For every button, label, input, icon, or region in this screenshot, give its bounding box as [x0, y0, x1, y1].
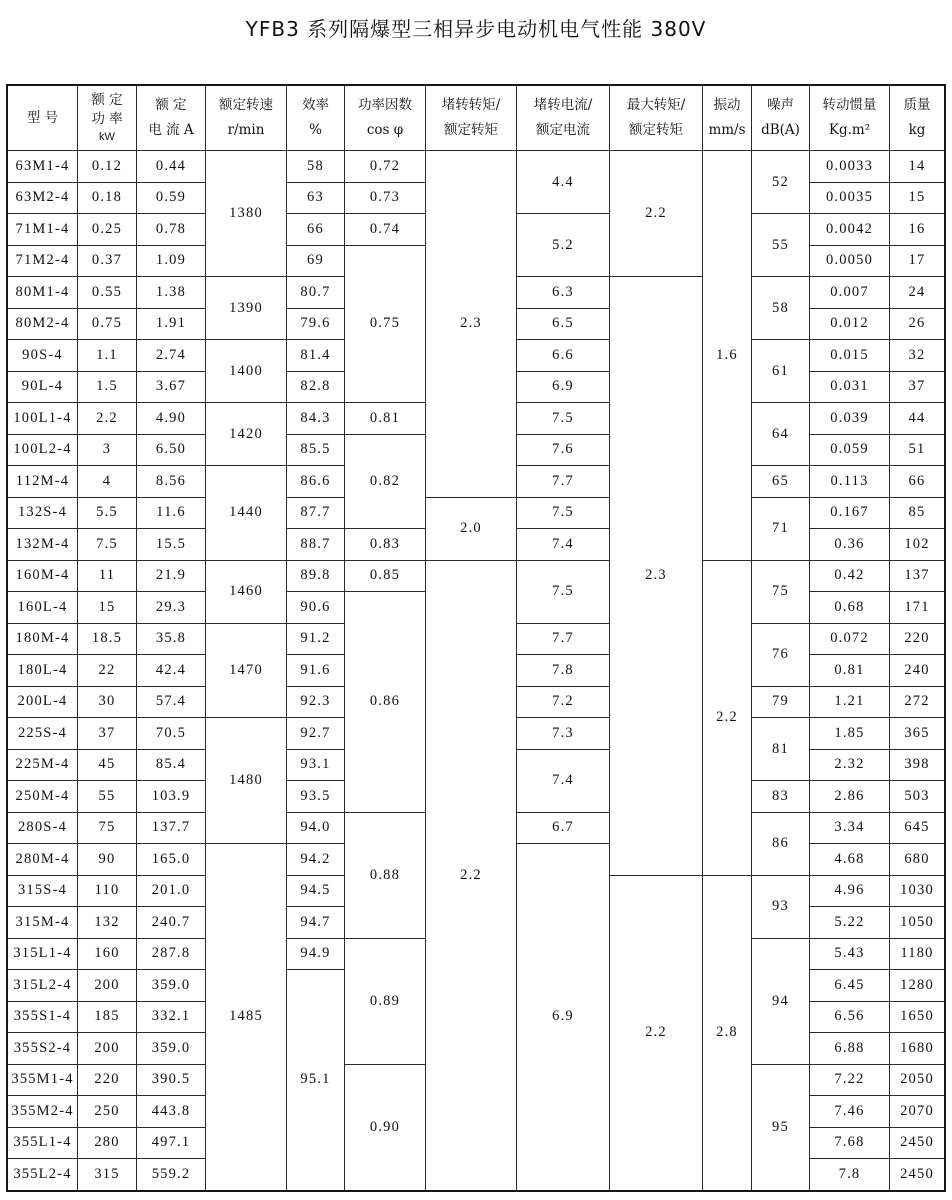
header-text: 型 号 — [26, 109, 59, 126]
cell-rated-power: 11 — [78, 561, 136, 592]
cell-model: 315S-4 — [8, 876, 77, 907]
cell-rated-power: 132 — [78, 907, 136, 938]
cell-model: 280S-4 — [8, 813, 77, 844]
cell-efficiency: 82.8 — [287, 372, 344, 403]
cell-mass: 14 — [890, 151, 944, 182]
cell-model: 355M1-4 — [8, 1065, 77, 1096]
cell-rated-power: 55 — [78, 781, 136, 812]
cell-rated-power: 110 — [78, 876, 136, 907]
cell-noise: 93 — [752, 876, 809, 938]
cell-efficiency: 92.3 — [287, 687, 344, 718]
cell-rated-power: 185 — [78, 1002, 136, 1033]
cell-rated-current: 85.4 — [137, 750, 205, 781]
header-mass — [890, 86, 944, 150]
header-text: kg — [908, 122, 926, 138]
cell-efficiency: 66 — [287, 214, 344, 245]
cell-mass: 2050 — [890, 1065, 944, 1096]
cell-noise: 79 — [752, 687, 809, 718]
cell-mass: 171 — [890, 592, 944, 623]
cell-locked-current-ratio: 6.6 — [517, 340, 609, 371]
cell-model: 250M-4 — [8, 781, 77, 812]
cell-rated-current: 390.5 — [137, 1065, 205, 1096]
cell-rated-power: 4 — [78, 466, 136, 497]
cell-moment-of-inertia: 7.8 — [810, 1159, 889, 1190]
cell-rated-power: 250 — [78, 1096, 136, 1127]
cell-efficiency: 81.4 — [287, 340, 344, 371]
cell-moment-of-inertia: 5.43 — [810, 939, 889, 970]
header-text: 额定转速 — [219, 97, 273, 113]
cell-efficiency: 84.3 — [287, 403, 344, 434]
cell-rated-power: 2.2 — [78, 403, 136, 434]
cell-rated-current: 1.09 — [137, 246, 205, 277]
header-text: 额 定 — [155, 97, 187, 113]
cell-model: 90L-4 — [8, 372, 77, 403]
cell-rated-power: 0.18 — [78, 183, 136, 214]
cell-locked-torque-ratio: 2.2 — [426, 561, 516, 1190]
cell-power-factor: 0.83 — [345, 529, 425, 560]
cell-moment-of-inertia: 0.015 — [810, 340, 889, 371]
cell-mass: 51 — [890, 435, 944, 466]
motor-performance-table — [6, 84, 946, 1192]
cell-rated-current: 70.5 — [137, 718, 205, 749]
cell-rated-power: 15 — [78, 592, 136, 623]
cell-noise: 64 — [752, 403, 809, 465]
cell-moment-of-inertia: 1.85 — [810, 718, 889, 749]
cell-model: 112M-4 — [8, 466, 77, 497]
cell-efficiency: 90.6 — [287, 592, 344, 623]
cell-locked-current-ratio: 7.5 — [517, 403, 609, 434]
cell-power-factor: 0.88 — [345, 813, 425, 938]
cell-mass: 365 — [890, 718, 944, 749]
cell-mass: 398 — [890, 750, 944, 781]
cell-rated-power: 1.1 — [78, 340, 136, 371]
cell-rated-current: 359.0 — [137, 1033, 205, 1064]
header-text: cos φ — [366, 122, 404, 138]
cell-noise: 61 — [752, 340, 809, 402]
cell-rated-power: 90 — [78, 844, 136, 875]
cell-moment-of-inertia: 0.68 — [810, 592, 889, 623]
cell-locked-current-ratio: 7.4 — [517, 529, 609, 560]
cell-mass: 1050 — [890, 907, 944, 938]
cell-model: 100L1-4 — [8, 403, 77, 434]
cell-rated-power: 220 — [78, 1065, 136, 1096]
cell-model: 71M2-4 — [8, 246, 77, 277]
cell-power-factor: 0.85 — [345, 561, 425, 592]
cell-model: 225M-4 — [8, 750, 77, 781]
cell-rated-speed: 1485 — [206, 844, 286, 1190]
cell-rated-current: 165.0 — [137, 844, 205, 875]
header-text: 转动惯量 — [822, 97, 877, 113]
header-text: 额定转矩 — [444, 122, 498, 138]
cell-mass: 2450 — [890, 1128, 944, 1159]
cell-moment-of-inertia: 1.21 — [810, 687, 889, 718]
cell-rated-current: 443.8 — [137, 1096, 205, 1127]
header-text: r/min — [227, 122, 265, 138]
cell-model: 80M2-4 — [8, 309, 77, 340]
cell-rated-current: 15.5 — [137, 529, 205, 560]
cell-noise: 95 — [752, 1065, 809, 1190]
cell-efficiency: 95.1 — [287, 970, 344, 1190]
cell-mass: 680 — [890, 844, 944, 875]
header-text: kW — [99, 131, 115, 143]
cell-efficiency: 58 — [287, 151, 344, 182]
header-rated-speed — [206, 86, 286, 150]
cell-power-factor: 0.90 — [345, 1065, 425, 1190]
cell-power-factor: 0.89 — [345, 939, 425, 1064]
cell-mass: 503 — [890, 781, 944, 812]
cell-mass: 1650 — [890, 1002, 944, 1033]
cell-noise: 81 — [752, 718, 809, 780]
cell-efficiency: 88.7 — [287, 529, 344, 560]
cell-rated-current: 0.78 — [137, 214, 205, 245]
cell-efficiency: 69 — [287, 246, 344, 277]
cell-model: 355S2-4 — [8, 1033, 77, 1064]
cell-rated-power: 75 — [78, 813, 136, 844]
cell-model: 355L1-4 — [8, 1128, 77, 1159]
cell-model: 355S1-4 — [8, 1002, 77, 1033]
cell-rated-power: 280 — [78, 1128, 136, 1159]
cell-mass: 220 — [890, 624, 944, 655]
header-text: dB(A) — [761, 122, 800, 138]
cell-moment-of-inertia: 0.167 — [810, 498, 889, 529]
cell-model: 180L-4 — [8, 655, 77, 686]
header-text: 额 定 — [91, 92, 123, 108]
cell-moment-of-inertia: 0.42 — [810, 561, 889, 592]
header-locked-torque-ratio — [426, 86, 516, 150]
cell-noise: 86 — [752, 813, 809, 875]
cell-rated-power: 315 — [78, 1159, 136, 1190]
cell-rated-power: 0.75 — [78, 309, 136, 340]
cell-moment-of-inertia: 7.68 — [810, 1128, 889, 1159]
header-rated-power — [78, 86, 136, 150]
cell-mass: 240 — [890, 655, 944, 686]
cell-moment-of-inertia: 5.22 — [810, 907, 889, 938]
header-model — [8, 86, 77, 150]
cell-moment-of-inertia: 2.86 — [810, 781, 889, 812]
cell-moment-of-inertia: 2.32 — [810, 750, 889, 781]
cell-locked-current-ratio: 7.4 — [517, 750, 609, 812]
cell-efficiency: 94.9 — [287, 939, 344, 970]
cell-rated-power: 0.25 — [78, 214, 136, 245]
cell-mass: 66 — [890, 466, 944, 497]
page-title: YFB3 系列隔爆型三相异步电动机电气性能 380V — [245, 17, 707, 41]
cell-rated-power: 45 — [78, 750, 136, 781]
cell-model: 132M-4 — [8, 529, 77, 560]
cell-rated-power: 30 — [78, 687, 136, 718]
header-rated-current — [137, 86, 205, 150]
cell-noise: 94 — [752, 939, 809, 1064]
header-text: 振动 — [713, 97, 741, 113]
cell-noise: 83 — [752, 781, 809, 812]
cell-mass: 17 — [890, 246, 944, 277]
cell-locked-current-ratio: 7.3 — [517, 718, 609, 749]
cell-moment-of-inertia: 0.039 — [810, 403, 889, 434]
cell-rated-power: 160 — [78, 939, 136, 970]
header-noise — [752, 86, 809, 150]
cell-locked-current-ratio: 7.8 — [517, 655, 609, 686]
cell-rated-speed: 1390 — [206, 277, 286, 339]
cell-locked-current-ratio: 7.7 — [517, 624, 609, 655]
cell-efficiency: 94.0 — [287, 813, 344, 844]
cell-rated-current: 3.67 — [137, 372, 205, 403]
header-text: 堵转转矩/ — [441, 97, 501, 113]
cell-rated-current: 137.7 — [137, 813, 205, 844]
cell-vibration: 2.2 — [703, 561, 751, 875]
cell-moment-of-inertia: 0.031 — [810, 372, 889, 403]
cell-model: 355L2-4 — [8, 1159, 77, 1190]
cell-rated-current: 0.59 — [137, 183, 205, 214]
cell-locked-current-ratio: 7.2 — [517, 687, 609, 718]
cell-rated-current: 103.9 — [137, 781, 205, 812]
cell-rated-current: 6.50 — [137, 435, 205, 466]
header-power-factor — [345, 86, 425, 150]
cell-moment-of-inertia: 0.113 — [810, 466, 889, 497]
cell-noise: 75 — [752, 561, 809, 623]
cell-rated-speed: 1420 — [206, 403, 286, 465]
cell-rated-current: 497.1 — [137, 1128, 205, 1159]
cell-max-torque-ratio: 2.2 — [610, 876, 702, 1190]
cell-moment-of-inertia: 0.0050 — [810, 246, 889, 277]
cell-power-factor: 0.81 — [345, 403, 425, 434]
cell-moment-of-inertia: 7.46 — [810, 1096, 889, 1127]
cell-mass: 24 — [890, 277, 944, 308]
cell-rated-speed: 1470 — [206, 624, 286, 718]
header-locked-current-ratio — [517, 86, 609, 150]
cell-efficiency: 89.8 — [287, 561, 344, 592]
cell-vibration: 1.6 — [703, 151, 751, 560]
cell-model: 355M2-4 — [8, 1096, 77, 1127]
cell-noise: 58 — [752, 277, 809, 339]
cell-rated-power: 0.12 — [78, 151, 136, 182]
cell-mass: 1180 — [890, 939, 944, 970]
cell-moment-of-inertia: 4.96 — [810, 876, 889, 907]
cell-locked-current-ratio: 6.5 — [517, 309, 609, 340]
cell-mass: 645 — [890, 813, 944, 844]
cell-rated-current: 57.4 — [137, 687, 205, 718]
cell-noise: 52 — [752, 151, 809, 213]
cell-moment-of-inertia: 4.68 — [810, 844, 889, 875]
cell-model: 90S-4 — [8, 340, 77, 371]
cell-efficiency: 92.7 — [287, 718, 344, 749]
cell-mass: 1030 — [890, 876, 944, 907]
cell-rated-power: 3 — [78, 435, 136, 466]
header-text: 噪声 — [767, 97, 794, 113]
cell-rated-power: 22 — [78, 655, 136, 686]
cell-efficiency: 87.7 — [287, 498, 344, 529]
cell-moment-of-inertia: 0.007 — [810, 277, 889, 308]
header-text: mm/s — [708, 122, 746, 138]
cell-locked-current-ratio: 6.9 — [517, 372, 609, 403]
cell-rated-speed: 1440 — [206, 466, 286, 560]
header-text: 堵转电流/ — [533, 97, 593, 113]
cell-power-factor: 0.73 — [345, 183, 425, 214]
cell-model: 315M-4 — [8, 907, 77, 938]
cell-efficiency: 91.2 — [287, 624, 344, 655]
cell-model: 160M-4 — [8, 561, 77, 592]
header-text: 功率因数 — [358, 97, 412, 113]
cell-mass: 44 — [890, 403, 944, 434]
cell-rated-current: 559.2 — [137, 1159, 205, 1190]
cell-mass: 2070 — [890, 1096, 944, 1127]
cell-model: 71M1-4 — [8, 214, 77, 245]
cell-rated-current: 287.8 — [137, 939, 205, 970]
header-text: 效率 — [302, 97, 329, 113]
cell-moment-of-inertia: 6.45 — [810, 970, 889, 1001]
header-text: 电 流 A — [148, 122, 194, 138]
cell-mass: 137 — [890, 561, 944, 592]
cell-model: 315L2-4 — [8, 970, 77, 1001]
cell-moment-of-inertia: 3.34 — [810, 813, 889, 844]
cell-model: 160L-4 — [8, 592, 77, 623]
cell-efficiency: 94.7 — [287, 907, 344, 938]
cell-mass: 1680 — [890, 1033, 944, 1064]
cell-moment-of-inertia: 0.0042 — [810, 214, 889, 245]
cell-model: 63M1-4 — [8, 151, 77, 182]
cell-model: 200L-4 — [8, 687, 77, 718]
cell-locked-current-ratio: 6.9 — [517, 844, 609, 1190]
header-text: Kg.m² — [828, 122, 871, 138]
cell-moment-of-inertia: 0.059 — [810, 435, 889, 466]
cell-model: 100L2-4 — [8, 435, 77, 466]
cell-rated-current: 4.90 — [137, 403, 205, 434]
cell-locked-current-ratio: 7.7 — [517, 466, 609, 497]
cell-mass: 85 — [890, 498, 944, 529]
cell-rated-speed: 1460 — [206, 561, 286, 623]
cell-moment-of-inertia: 6.56 — [810, 1002, 889, 1033]
header-text: 最大转矩/ — [626, 97, 686, 113]
cell-rated-current: 35.8 — [137, 624, 205, 655]
cell-rated-current: 0.44 — [137, 151, 205, 182]
cell-power-factor: 0.82 — [345, 435, 425, 529]
cell-rated-power: 1.5 — [78, 372, 136, 403]
header-max-torque-ratio — [610, 86, 702, 150]
cell-rated-current: 2.74 — [137, 340, 205, 371]
cell-locked-current-ratio: 5.2 — [517, 214, 609, 276]
cell-efficiency: 80.7 — [287, 277, 344, 308]
cell-rated-speed: 1400 — [206, 340, 286, 402]
cell-model: 80M1-4 — [8, 277, 77, 308]
header-efficiency — [287, 86, 344, 150]
header-text: 额定转矩 — [629, 122, 683, 138]
cell-locked-current-ratio: 6.3 — [517, 277, 609, 308]
cell-model: 132S-4 — [8, 498, 77, 529]
cell-power-factor: 0.72 — [345, 151, 425, 182]
cell-efficiency: 63 — [287, 183, 344, 214]
header-text: 质量 — [903, 97, 931, 113]
cell-locked-current-ratio: 4.4 — [517, 151, 609, 213]
cell-max-torque-ratio: 2.2 — [610, 151, 702, 276]
cell-rated-speed: 1480 — [206, 718, 286, 843]
cell-rated-power: 200 — [78, 1033, 136, 1064]
cell-rated-current: 8.56 — [137, 466, 205, 497]
cell-noise: 71 — [752, 498, 809, 560]
cell-rated-speed: 1380 — [206, 151, 286, 276]
cell-locked-current-ratio: 7.6 — [517, 435, 609, 466]
cell-model: 180M-4 — [8, 624, 77, 655]
cell-rated-power: 5.5 — [78, 498, 136, 529]
cell-rated-power: 37 — [78, 718, 136, 749]
cell-rated-power: 200 — [78, 970, 136, 1001]
cell-rated-current: 42.4 — [137, 655, 205, 686]
cell-moment-of-inertia: 0.81 — [810, 655, 889, 686]
cell-noise: 55 — [752, 214, 809, 276]
cell-efficiency: 91.6 — [287, 655, 344, 686]
cell-noise: 65 — [752, 466, 809, 497]
cell-mass: 37 — [890, 372, 944, 403]
cell-power-factor: 0.74 — [345, 214, 425, 245]
header-text: 功 率 — [91, 111, 123, 127]
cell-rated-power: 18.5 — [78, 624, 136, 655]
cell-efficiency: 86.6 — [287, 466, 344, 497]
cell-mass: 32 — [890, 340, 944, 371]
cell-locked-torque-ratio: 2.3 — [426, 151, 516, 497]
cell-efficiency: 79.6 — [287, 309, 344, 340]
cell-rated-current: 1.91 — [137, 309, 205, 340]
cell-moment-of-inertia: 0.012 — [810, 309, 889, 340]
cell-mass: 15 — [890, 183, 944, 214]
cell-locked-current-ratio: 6.7 — [517, 813, 609, 844]
cell-model: 280M-4 — [8, 844, 77, 875]
cell-moment-of-inertia: 0.072 — [810, 624, 889, 655]
cell-rated-current: 240.7 — [137, 907, 205, 938]
cell-model: 225S-4 — [8, 718, 77, 749]
header-text: 额定电流 — [536, 122, 590, 138]
cell-rated-power: 0.55 — [78, 277, 136, 308]
cell-moment-of-inertia: 7.22 — [810, 1065, 889, 1096]
cell-mass: 102 — [890, 529, 944, 560]
cell-mass: 2450 — [890, 1159, 944, 1190]
cell-max-torque-ratio: 2.3 — [610, 277, 702, 875]
cell-efficiency: 94.2 — [287, 844, 344, 875]
cell-power-factor: 0.86 — [345, 592, 425, 812]
cell-rated-current: 201.0 — [137, 876, 205, 907]
cell-locked-current-ratio: 7.5 — [517, 498, 609, 529]
cell-efficiency: 93.1 — [287, 750, 344, 781]
cell-mass: 26 — [890, 309, 944, 340]
cell-locked-current-ratio: 7.5 — [517, 561, 609, 623]
header-text: % — [309, 122, 322, 138]
cell-moment-of-inertia: 0.0033 — [810, 151, 889, 182]
cell-vibration: 2.8 — [703, 876, 751, 1190]
cell-rated-current: 21.9 — [137, 561, 205, 592]
cell-power-factor: 0.75 — [345, 246, 425, 403]
cell-rated-current: 359.0 — [137, 970, 205, 1001]
cell-efficiency: 93.5 — [287, 781, 344, 812]
cell-rated-current: 11.6 — [137, 498, 205, 529]
cell-noise: 76 — [752, 624, 809, 686]
cell-mass: 272 — [890, 687, 944, 718]
cell-model: 315L1-4 — [8, 939, 77, 970]
cell-efficiency: 85.5 — [287, 435, 344, 466]
cell-model: 63M2-4 — [8, 183, 77, 214]
cell-mass: 16 — [890, 214, 944, 245]
cell-rated-current: 29.3 — [137, 592, 205, 623]
cell-rated-power: 0.37 — [78, 246, 136, 277]
cell-locked-torque-ratio: 2.0 — [426, 498, 516, 560]
header-vibration — [703, 86, 751, 150]
cell-moment-of-inertia: 0.0035 — [810, 183, 889, 214]
cell-rated-power: 7.5 — [78, 529, 136, 560]
header-moment-of-inertia — [810, 86, 889, 150]
cell-moment-of-inertia: 0.36 — [810, 529, 889, 560]
cell-rated-current: 1.38 — [137, 277, 205, 308]
cell-mass: 1280 — [890, 970, 944, 1001]
cell-rated-current: 332.1 — [137, 1002, 205, 1033]
cell-efficiency: 94.5 — [287, 876, 344, 907]
cell-moment-of-inertia: 6.88 — [810, 1033, 889, 1064]
